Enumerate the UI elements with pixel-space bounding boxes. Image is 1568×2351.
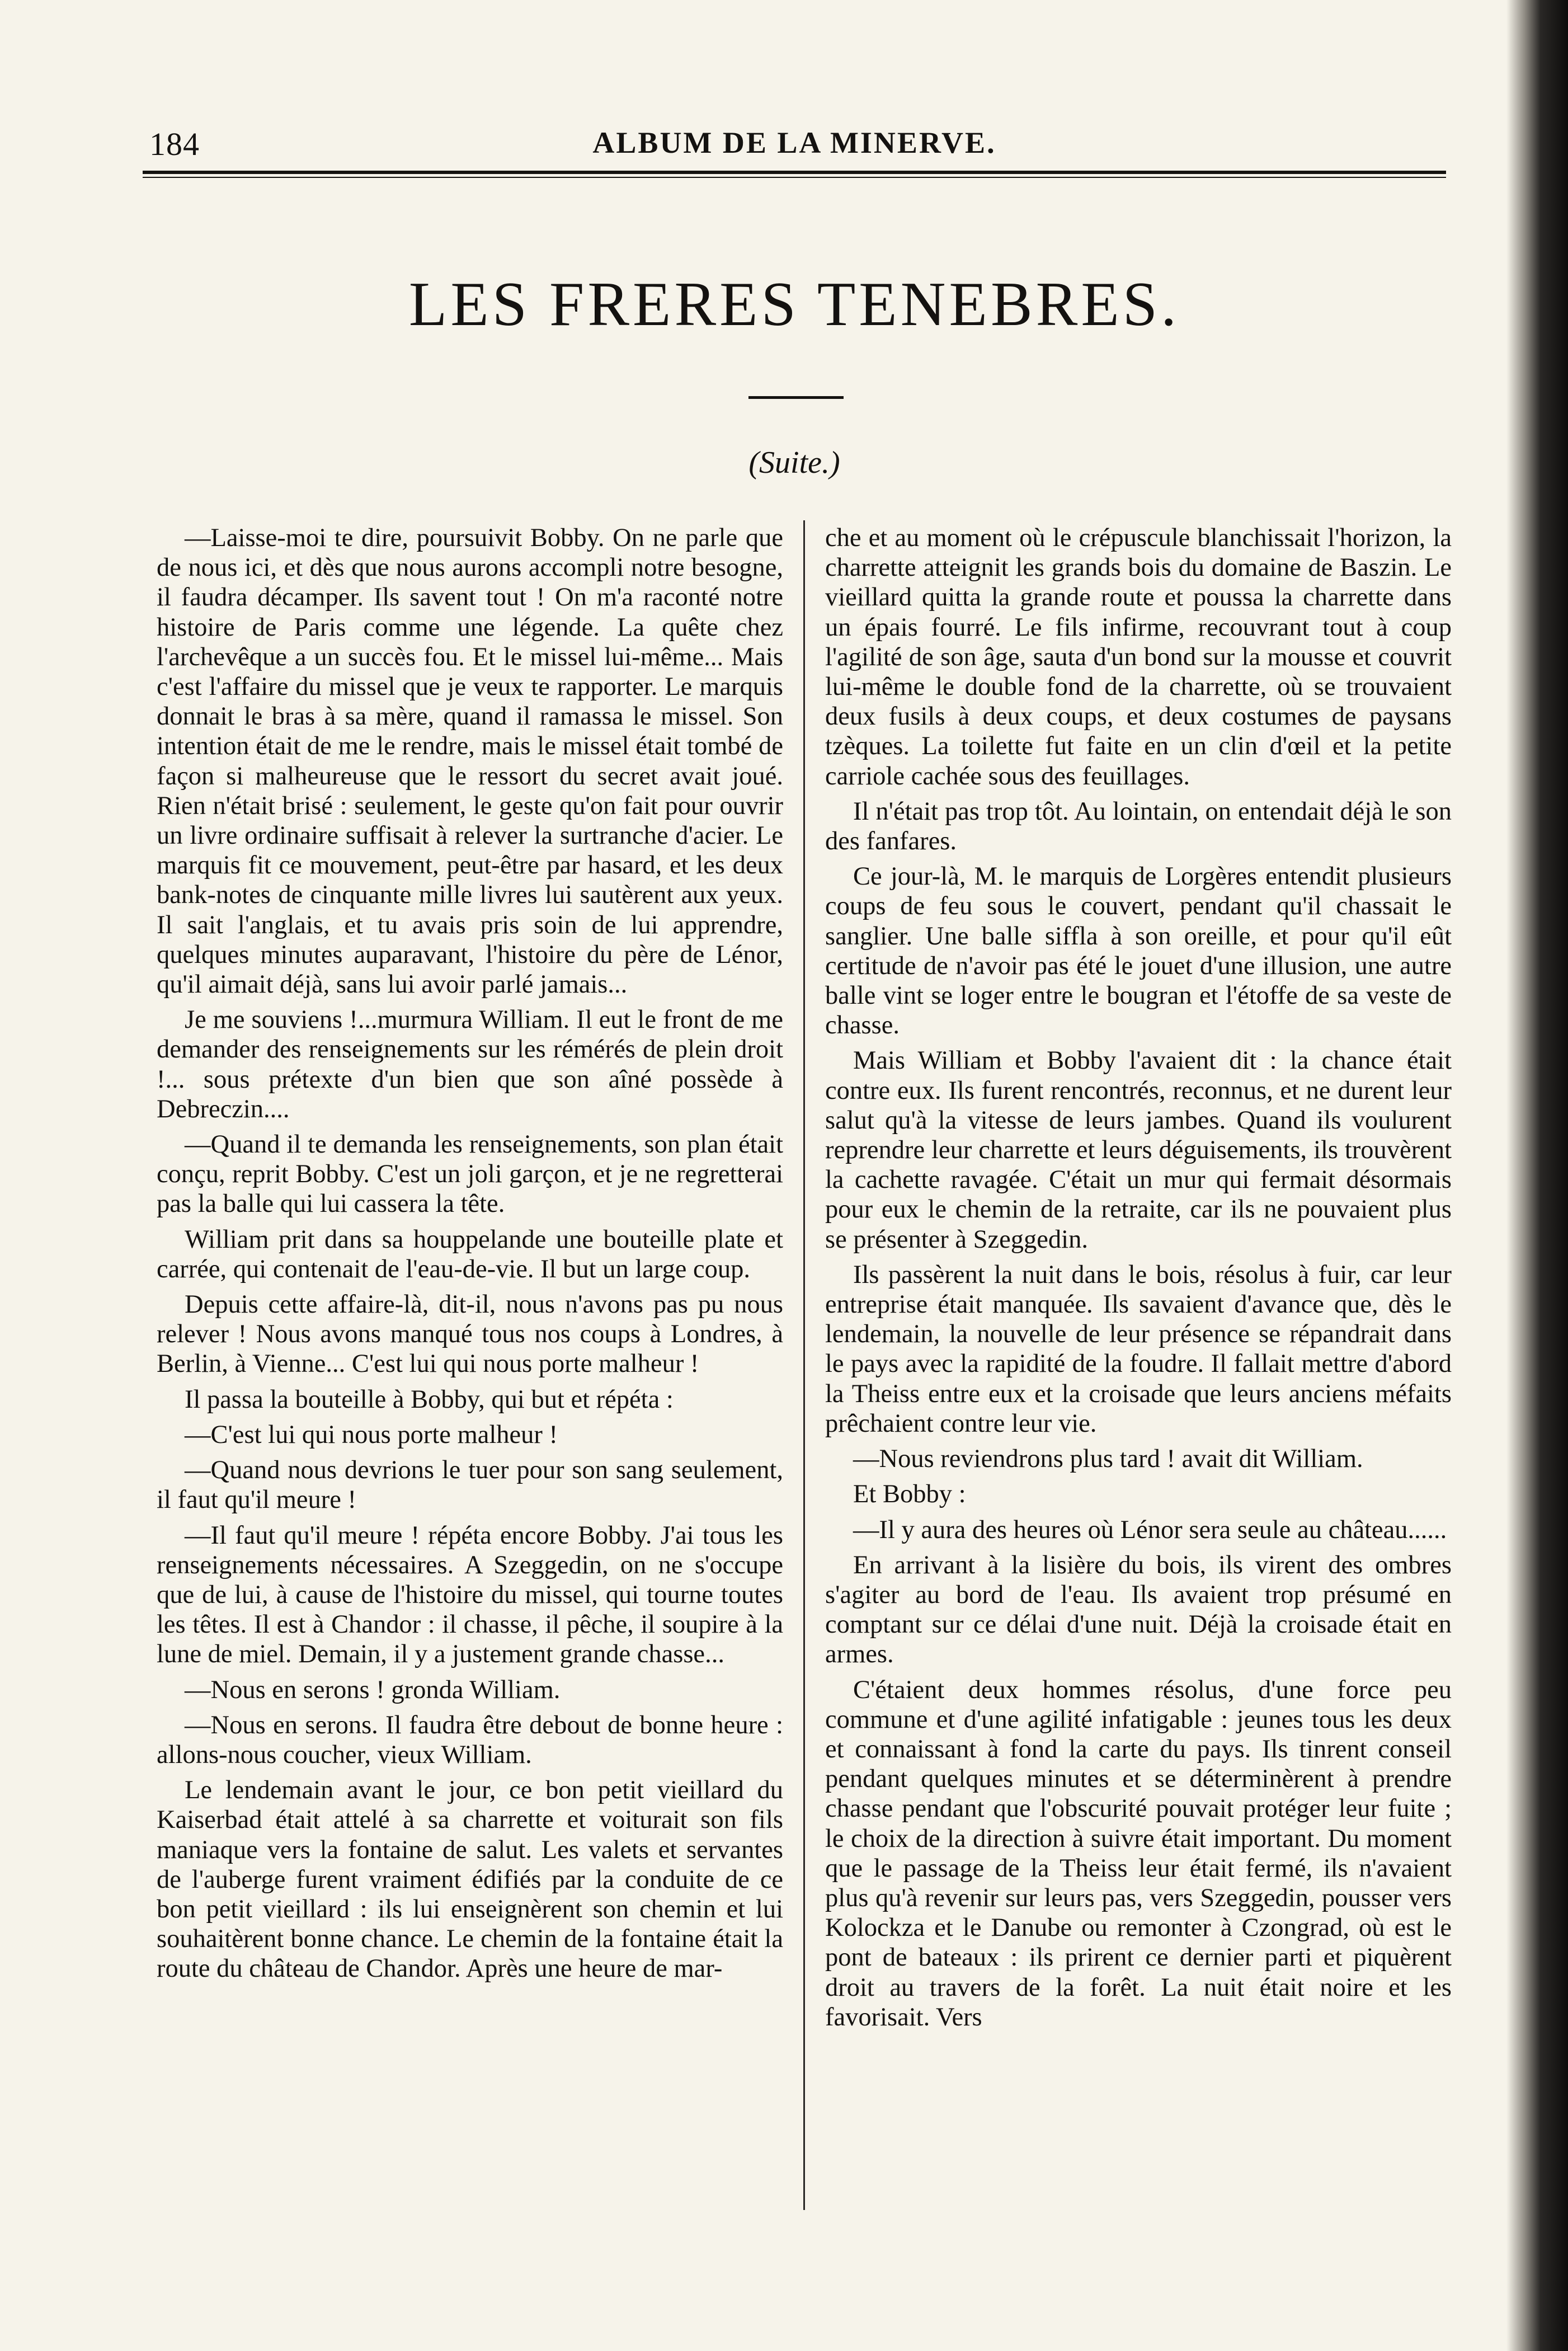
right-column: [825, 523, 1452, 2038]
paragraph: William prit dans sa houppelande une bouteille plate et carrée, qui contenait de l'eau-de-vie. Il but un large coup.: [157, 1225, 783, 1283]
title-divider: [748, 396, 844, 399]
paragraph: —Nous reviendrons plus tard ! avait dit William.: [853, 1445, 1363, 1474]
paragraph: Depuis cette affaire-là, dit-il, nous n'avons pas pu nous relever ! Nous avons manqué tous nos coups à Londres, à Berlin, à Vienne... C'est lui qui nous porte malheur !: [157, 1290, 783, 1379]
paragraph: che et au moment où le crépuscule blanchissait l'horizon, la charrette atteignit les grands bois du domaine de Baszin. Le vieillard quitta la grande route et poussa la charrette dans un épais fourré. Le fils infirme, recouvrant tout à coup l'agilité de son âge, sauta d'un bond sur la mousse et couvrit lui-même le double fond de la charrette, où se trouvaient deux fusils à deux coups, et deux costumes de paysans tzèques. La toilette fut faite en un clin d'œil et la petite carriole cachée sous des feuillages.: [825, 524, 1452, 791]
article-subtitle: (Suite.): [748, 445, 840, 480]
paragraph: —C'est lui qui nous porte malheur !: [185, 1420, 558, 1449]
paragraph: Il passa la bouteille à Bobby, qui but et répéta :: [185, 1385, 674, 1414]
running-title: ALBUM DE LA MINERVE.: [592, 126, 996, 159]
left-column: [157, 523, 783, 1990]
paragraph: —Quand il te demanda les renseignements, son plan était conçu, reprit Bobby. C'est un joli garçon, et je ne regretterai pas la balle qui lui cassera la tête.: [157, 1130, 783, 1219]
paragraph: —Nous en serons. Il faudra être debout de bonne heure : allons-nous coucher, vieux William.: [157, 1710, 783, 1769]
article-title: LES FRERES TENEBRES.: [408, 270, 1180, 339]
header-rule: [143, 171, 1446, 174]
paragraph: Il n'était pas trop tôt. Au lointain, on entendait déjà le son des fanfares.: [825, 797, 1452, 856]
column-divider: [803, 520, 805, 2210]
page-header: [143, 117, 1446, 168]
page-number: 184: [149, 126, 200, 162]
header-rule-thin: [143, 177, 1446, 178]
paragraph: —Laisse-moi te dire, poursuivit Bobby. On ne parle que de nous ici, et dès que nous aurons accompli notre besogne, il faudra décamper. Ils savent tout ! On m'a raconté notre histoire de Paris comme une légende. La quête chez l'archevêque a un succès fou. Et le missel lui-même... Mais c'est l'affaire du missel que je veux te rapporter. Le marquis donnait le bras à sa mère, quand il ramassa le missel. Son intention était de me le rendre, mais le missel était tombé de façon si malheureuse que le ressort du secret avait joué. Rien n'était brisé : seulement, le geste qu'on fait pour ouvrir un livre ordinaire suffisait à relever la surtranche d'acier. Le marquis fit ce mouvement, peut-être par hasard, et les deux bank-notes de cinquante mille livres lui sautèrent aux yeux. Il sait l'anglais, et tu avais pris soin de lui apprendre, quelques minutes auparavant, l'histoire du père de Lénor, qu'il aimait déjà, sans lui avoir parlé jamais...: [157, 524, 783, 999]
paragraph: C'étaient deux hommes résolus, d'une force peu commune et d'une agilité infatigable : jeunes tous les deux et connaissant à fond la carte du pays. Ils tinrent conseil pendant quelques minutes et se déterminèrent à prendre chasse pendant que l'obscurité pouvait protéger leur fuite ; le choix de la direction à suivre était important. Du moment que le passage de la Theiss leur était fermé, ils n'avaient plus qu'à revenir sur leurs pas, vers Szeggedin, pousser vers Kolockza et le Danube ou remonter à Czongrad, où est le pont de bateaux : ils prirent ce dernier parti et piquèrent droit au travers de la forêt. La nuit était noire et les favorisait. Vers: [825, 1675, 1452, 2032]
paragraph: Le lendemain avant le jour, ce bon petit vieillard du Kaiserbad était attelé à sa charrette et voiturait son fils maniaque vers la fontaine de salut. Les valets et servantes de l'auberge furent vraiment édifiés par la conduite de ce bon petit vieillard : ils lui enseignèrent son chemin et lui souhaitèrent bonne chance. Le chemin de la fontaine était la route du château de Chandor. Après une heure de mar-: [157, 1776, 783, 1983]
page-edge-shadow: [1506, 0, 1568, 2351]
paragraph: Je me souviens !...murmura William. Il eut le front de me demander des renseignements sur les rémérés de plein droit !... sous prétexte d'un bien que son aîné possède à Debreczin....: [157, 1005, 783, 1123]
paragraph: Ils passèrent la nuit dans le bois, résolus à fuir, car leur entreprise était manquée. Ils savaient d'avance que, dès le lendemain, la nouvelle de leur présence se répandrait dans le pays avec la rapidité de la foudre. Il fallait mettre d'abord la Theiss entre eux et la croisade que leurs anciens méfaits prêchaient contre leur vie.: [825, 1260, 1452, 1438]
paragraph: —Quand nous devrions le tuer pour son sang seulement, il faut qu'il meure !: [157, 1456, 783, 1515]
paragraph: Et Bobby :: [853, 1480, 966, 1509]
paragraph: —Il y aura des heures où Lénor sera seule au château......: [853, 1515, 1447, 1544]
paragraph: —Nous en serons ! gronda William.: [185, 1675, 561, 1704]
paragraph: —Il faut qu'il meure ! répéta encore Bobby. J'ai tous les renseignements nécessaires. A Szeggedin, on ne s'occupe que de lui, à cause de l'histoire du missel, qui tourne toutes les têtes. Il est à Chandor : il chasse, il pêche, il soupire à la lune de miel. Demain, il y a justement grande chasse...: [157, 1521, 783, 1669]
paragraph: En arrivant à la lisière du bois, ils virent des ombres s'agiter au bord de l'eau. Ils avaient trop présumé en comptant sur ce délai d'une nuit. Déjà la croisade était en armes.: [825, 1550, 1452, 1669]
paragraph: Ce jour-là, M. le marquis de Lorgères entendit plusieurs coups de feu sous le couvert, pendant qu'il chassait le sanglier. Une balle siffla à son oreille, et pour qu'il eût certitude de n'avoir pas été le jouet d'une illusion, une autre balle vint se loger entre le bougran et l'étoffe de sa veste de chasse.: [825, 862, 1452, 1040]
paragraph: Mais William et Bobby l'avaient dit : la chance était contre eux. Ils furent rencontrés, reconnus, et ne durent leur salut qu'à la vitesse de leurs jambes. Quand ils voulurent reprendre leur charrette et leurs déguisements, ils trouvèrent la cachette ravagée. C'était un mur qui fermait désormais pour eux le chemin de la retraite, car ils ne pouvaient plus se présenter à Szeggedin.: [825, 1046, 1452, 1254]
